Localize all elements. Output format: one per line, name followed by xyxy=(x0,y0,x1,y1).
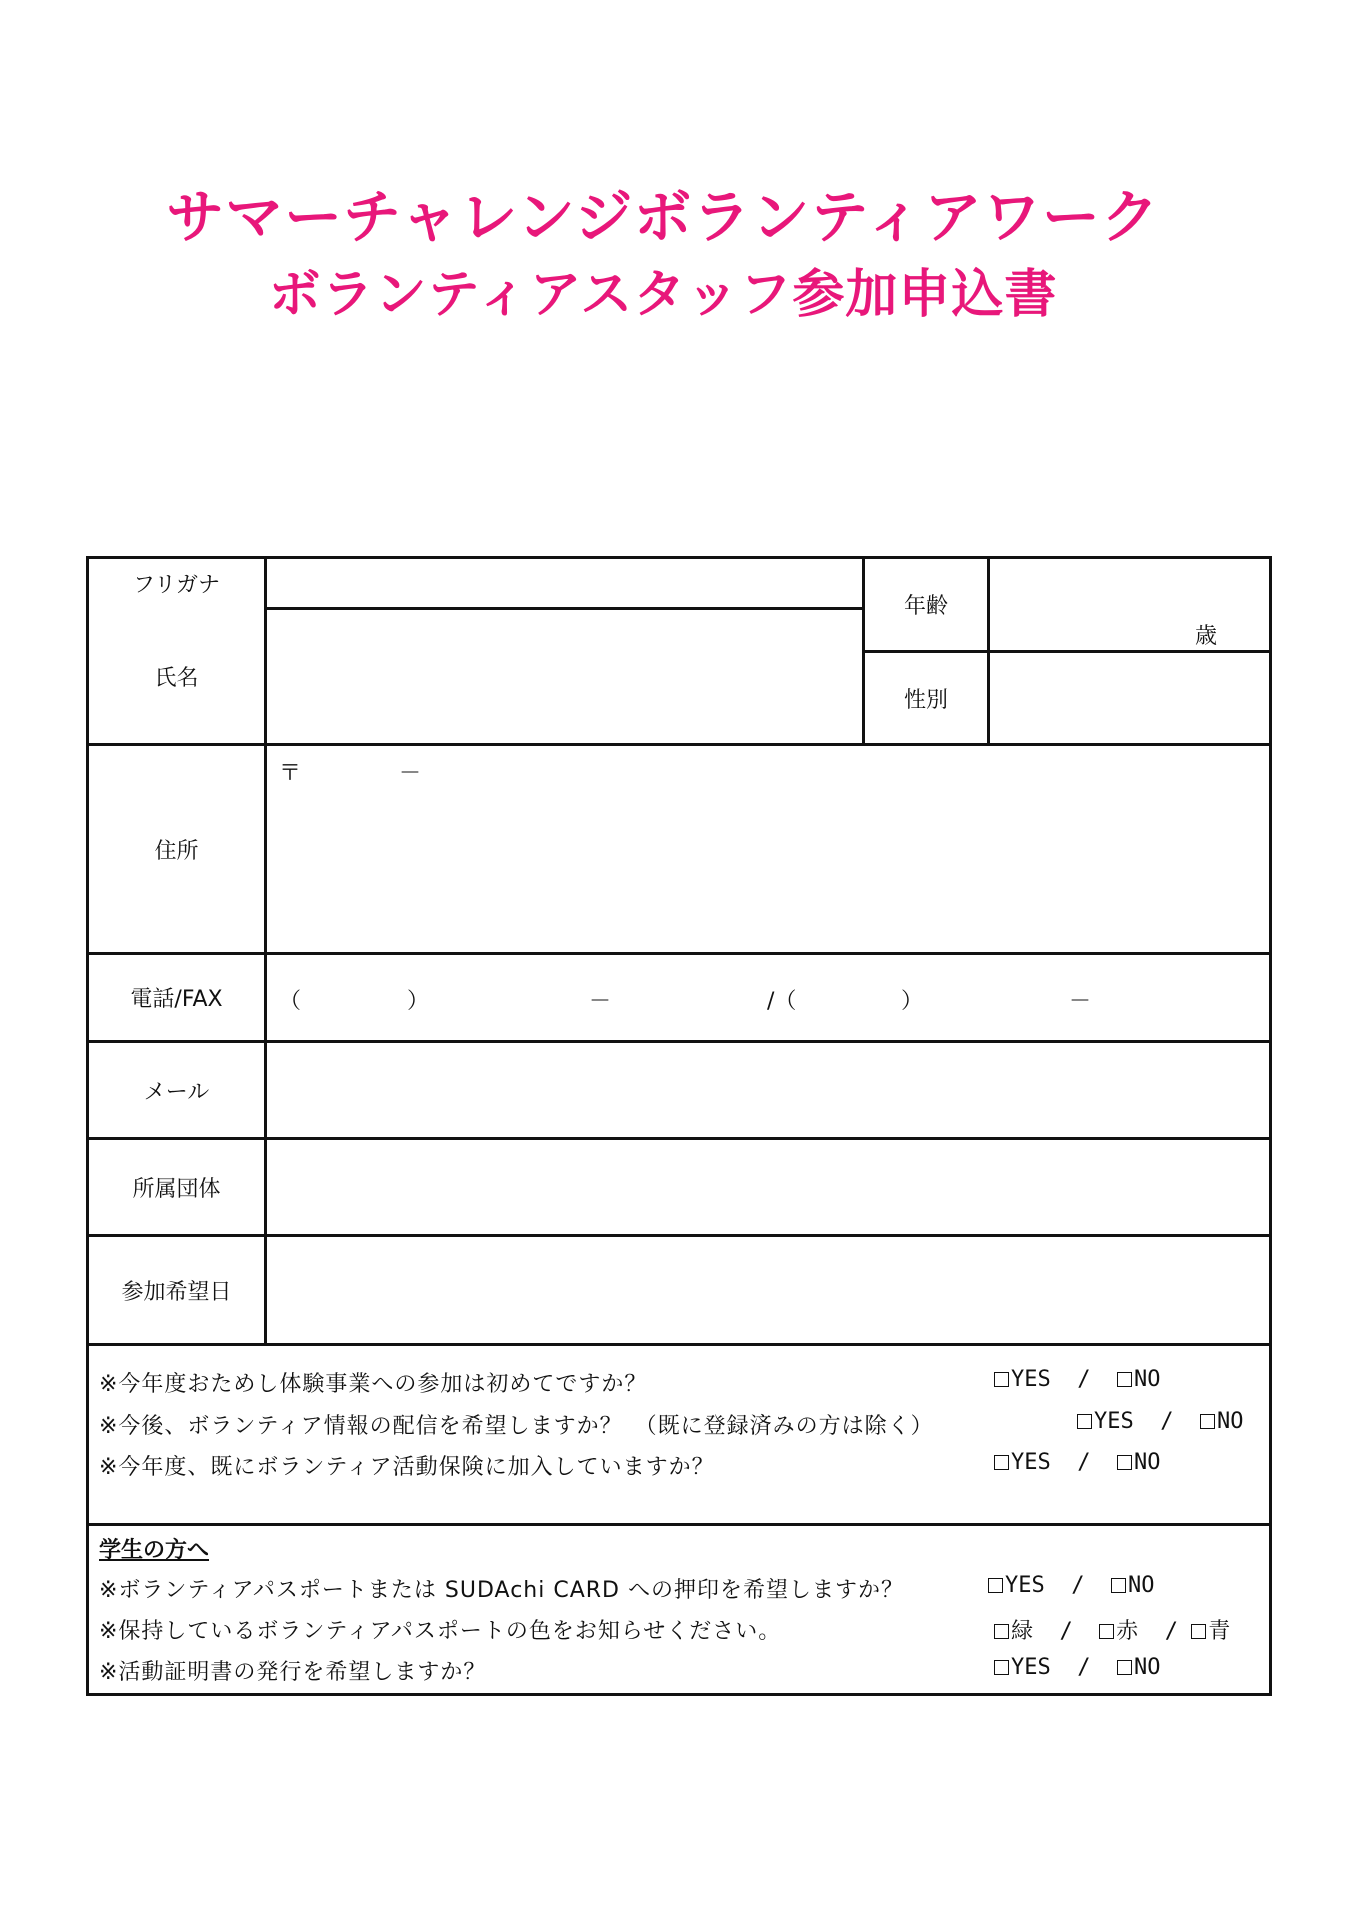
email-input[interactable] xyxy=(267,1043,1272,1137)
fax-dash: － xyxy=(1069,989,1092,1014)
form-subtitle: ボランティアスタッフ参加申込書 xyxy=(268,265,1058,325)
checkbox[interactable] xyxy=(994,1660,1009,1675)
question-newsletter: ※今後、ボランティア情報の配信を希望しますか？ （既に登録済みの方は除く） xyxy=(99,1414,934,1439)
fax-slash-open-paren: /（ xyxy=(767,989,797,1014)
question-first-time: ※今年度おためし体験事業への参加は初めてですか？ xyxy=(99,1372,648,1397)
question-first-time-options: YES / NO xyxy=(994,1367,1161,1392)
gender-label: 性別 xyxy=(903,687,948,713)
question-certificate: ※活動証明書の発行を希望しますか？ xyxy=(99,1660,487,1685)
question-insurance: ※今年度、既にボランティア活動保険に加入していますか？ xyxy=(99,1455,715,1480)
application-form xyxy=(86,556,1272,1696)
postal-mark: 〒 xyxy=(279,761,302,786)
phone-dash: － xyxy=(589,989,612,1014)
age-unit: 歳 xyxy=(1195,624,1218,649)
checkbox[interactable] xyxy=(1117,1660,1132,1675)
org-label: 所属団体 xyxy=(132,1176,221,1202)
name-label: 氏名 xyxy=(154,666,199,691)
checkbox[interactable] xyxy=(1111,1578,1126,1593)
form-title: サマーチャレンジボランティアワーク xyxy=(166,183,1160,251)
checkbox[interactable] xyxy=(988,1578,1003,1593)
students-heading: 学生の方へ xyxy=(99,1538,210,1563)
question-newsletter-options: YES / NO xyxy=(1077,1409,1244,1434)
checkbox[interactable] xyxy=(1191,1624,1206,1639)
question-insurance-options: YES / NO xyxy=(994,1450,1161,1475)
phone-label: 電話/FAX xyxy=(130,987,223,1012)
furigana-label: フリガナ xyxy=(133,572,220,598)
question-passport-color-options: 緑 / 赤 / 青 xyxy=(994,1614,1230,1645)
fax-close-paren: ） xyxy=(901,989,924,1014)
question-passport-stamp-options: YES / NO xyxy=(988,1573,1155,1598)
phone-close-paren: ） xyxy=(407,989,430,1014)
age-input[interactable] xyxy=(990,559,1272,650)
question-passport-color: ※保持しているボランティアパスポートの色をお知らせください。 xyxy=(99,1619,782,1644)
gender-input[interactable] xyxy=(990,653,1272,743)
checkbox[interactable] xyxy=(994,1624,1009,1639)
name-input[interactable] xyxy=(267,610,862,743)
question-certificate-options: YES / NO xyxy=(994,1655,1161,1680)
phone-open-paren: （ xyxy=(279,989,302,1014)
checkbox[interactable] xyxy=(994,1455,1009,1470)
org-input[interactable] xyxy=(267,1140,1272,1234)
checkbox[interactable] xyxy=(1077,1414,1092,1429)
date-input[interactable] xyxy=(267,1237,1272,1343)
postal-dash: － xyxy=(399,761,422,786)
date-label: 参加希望日 xyxy=(121,1279,232,1305)
furigana-input[interactable] xyxy=(267,559,862,607)
checkbox[interactable] xyxy=(994,1372,1009,1387)
checkbox[interactable] xyxy=(1200,1414,1215,1429)
checkbox[interactable] xyxy=(1099,1624,1114,1639)
email-label: メール xyxy=(143,1079,210,1105)
question-passport-stamp: ※ボランティアパスポートまたは SUDAchi CARD への押印を希望しますか？ xyxy=(99,1578,904,1603)
checkbox[interactable] xyxy=(1117,1372,1132,1387)
address-label: 住所 xyxy=(154,838,199,864)
age-label: 年齢 xyxy=(903,594,948,619)
checkbox[interactable] xyxy=(1117,1455,1132,1470)
